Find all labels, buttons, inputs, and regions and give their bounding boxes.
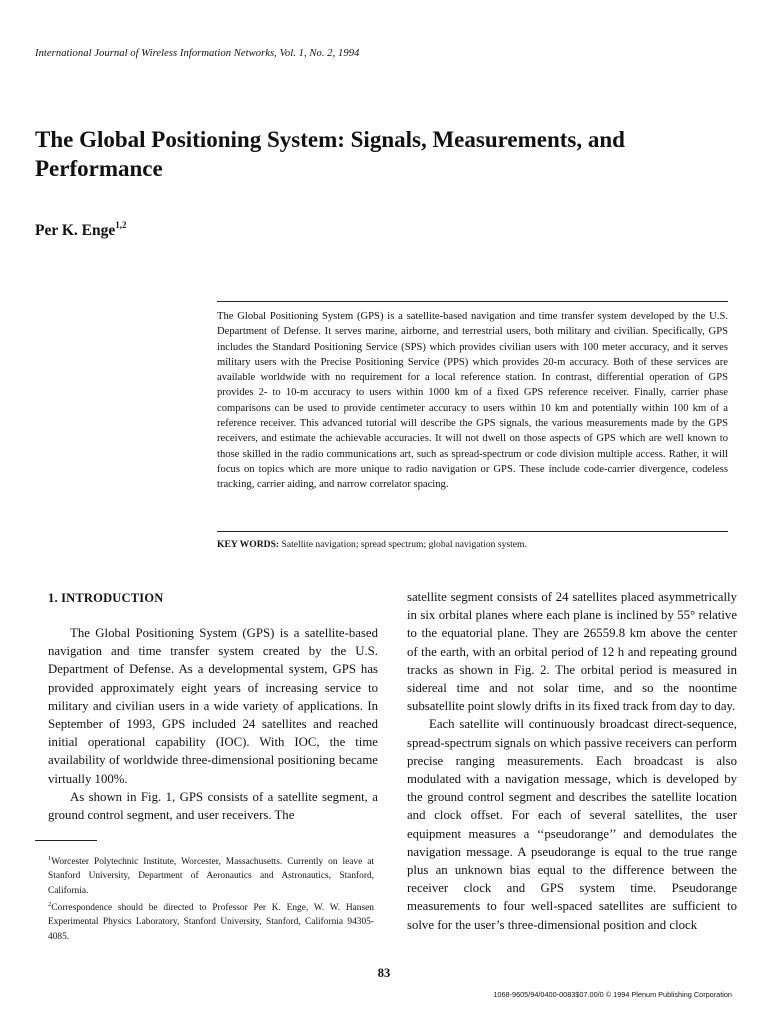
right-column-body xyxy=(407,588,737,934)
keywords xyxy=(217,539,728,550)
footnote-text: Worcester Polytechnic Institute, Worcester, Massachusetts. Currently on leave at Stanford University, Department of Aeronautics and Astronautics, Stanford, California. xyxy=(48,857,374,896)
paragraph: As shown in Fig. 1, GPS consists of a satellite segment, a ground control segment, and user receivers. The xyxy=(48,789,378,823)
footnote-1 xyxy=(48,852,374,898)
abstract-top-rule xyxy=(217,301,728,302)
author-name: Per K. Enge xyxy=(35,222,116,240)
journal-citation: International Journal of Wireless Information Networks, Vol. 1, No. 2, 1994 xyxy=(35,48,360,59)
footnote-mark: 2 xyxy=(48,901,52,909)
paragraph: The Global Positioning System (GPS) is a satellite-based navigation and time transfer system created by the U.S. Department of Defense. As a developmental system, GPS has provided approximately eight years of increasing service to military and civilian users in a wide variety of applications. In September of 1993, GPS included 24 satellites and reached initial operational capability (IOC). With IOC, the time availability of worldwide three-dimensional positioning became virtually 100%. xyxy=(48,626,378,786)
footnote-2 xyxy=(48,898,374,944)
author-line xyxy=(35,221,335,240)
footnotes xyxy=(48,852,374,944)
paragraph: Each satellite will continuously broadcast direct-sequence, spread-spectrum signals on which passive receivers can perform precise ranging measurements. Each broadcast is also modulated with a navigation message, which is developed by the ground control segment and describes the satellite location and clock offset. For each of several satellites, the user equipment measures a ‘‘pseudorange’’ and demodulates the navigation message. A pseudorange is equal to the true range plus an unknown bias equal to the difference between the receiver clock and GPS system time. Pseudorange measurements to four well-spaced satellites are sufficient to solve for the user’s three-dimensional position and clock xyxy=(407,717,737,932)
keywords-label: KEY WORDS: xyxy=(217,539,280,550)
keywords-text: Satellite navigation; spread spectrum; global navigation system. xyxy=(281,539,527,550)
footnote-mark: 1 xyxy=(48,855,52,862)
abstract-bottom-rule xyxy=(217,531,728,532)
article-title: The Global Positioning System: Signals, Measurements, and Performance xyxy=(35,127,625,181)
section-heading: 1. INTRODUCTION xyxy=(48,591,164,605)
footnote-text: Correspondence should be directed to Professor Per K. Enge, W. W. Hansen Experimental Physics Laboratory, Stanford University, Stanford, California 94305-4085. xyxy=(48,903,374,942)
copyright-line: 1068-9605/94/0400-0083$07.00/0 © 1994 Plenum Publishing Corporation xyxy=(493,990,732,999)
left-column-body xyxy=(48,624,378,824)
footnote-rule xyxy=(35,840,97,841)
abstract: The Global Positioning System (GPS) is a satellite-based navigation and time transfer system developed by the U.S. Department of Defense. It serves marine, airborne, and terrestrial users, both military and civilian. Specifically, GPS includes the Standard Positioning Service (SPS) which provides civilian users with 100 meter accuracy, and it serves military users with the Precise Positioning Service (PPS) which provides 20-m accuracy. Both of these services are available worldwide with no requirement for a local reference station. In contrast, differential operation of GPS provides 2- to 10-m accuracy to users within 1000 km of a fixed GPS reference receiver. Finally, carrier phase comparisons can be used to provide centimeter accuracy to users within 10 km and potentially within 100 km of a reference receiver. This advanced tutorial will describe the GPS signals, the various measurements made by the GPS receivers, and estimate the achievable accuracies. It will not dwell on those aspects of GPS which are well known to those skilled in the radio communications art, such as spread-spectrum or code division multiple access. Rather, it will focus on topics which are more unique to radio navigation or GPS. These include code-carrier divergence, codeless tracking, carrier aiding, and narrow correlator spacing. xyxy=(217,311,728,491)
author-affiliation-marks: 1,2 xyxy=(115,220,127,230)
page-number: 83 xyxy=(377,966,391,980)
paragraph: satellite segment consists of 24 satellites placed asymmetrically in six orbital planes where each plane is inclined by 55° relative to the equatorial plane. They are 26559.8 km above the center of the earth, with an orbital period of 12 h and repeating ground tracks as shown in Fig. 2. The orbital period is measured in sidereal time and not solar time, and so the noontime subsatellite point slowly drifts in its fixed track from day to day. xyxy=(407,590,737,714)
